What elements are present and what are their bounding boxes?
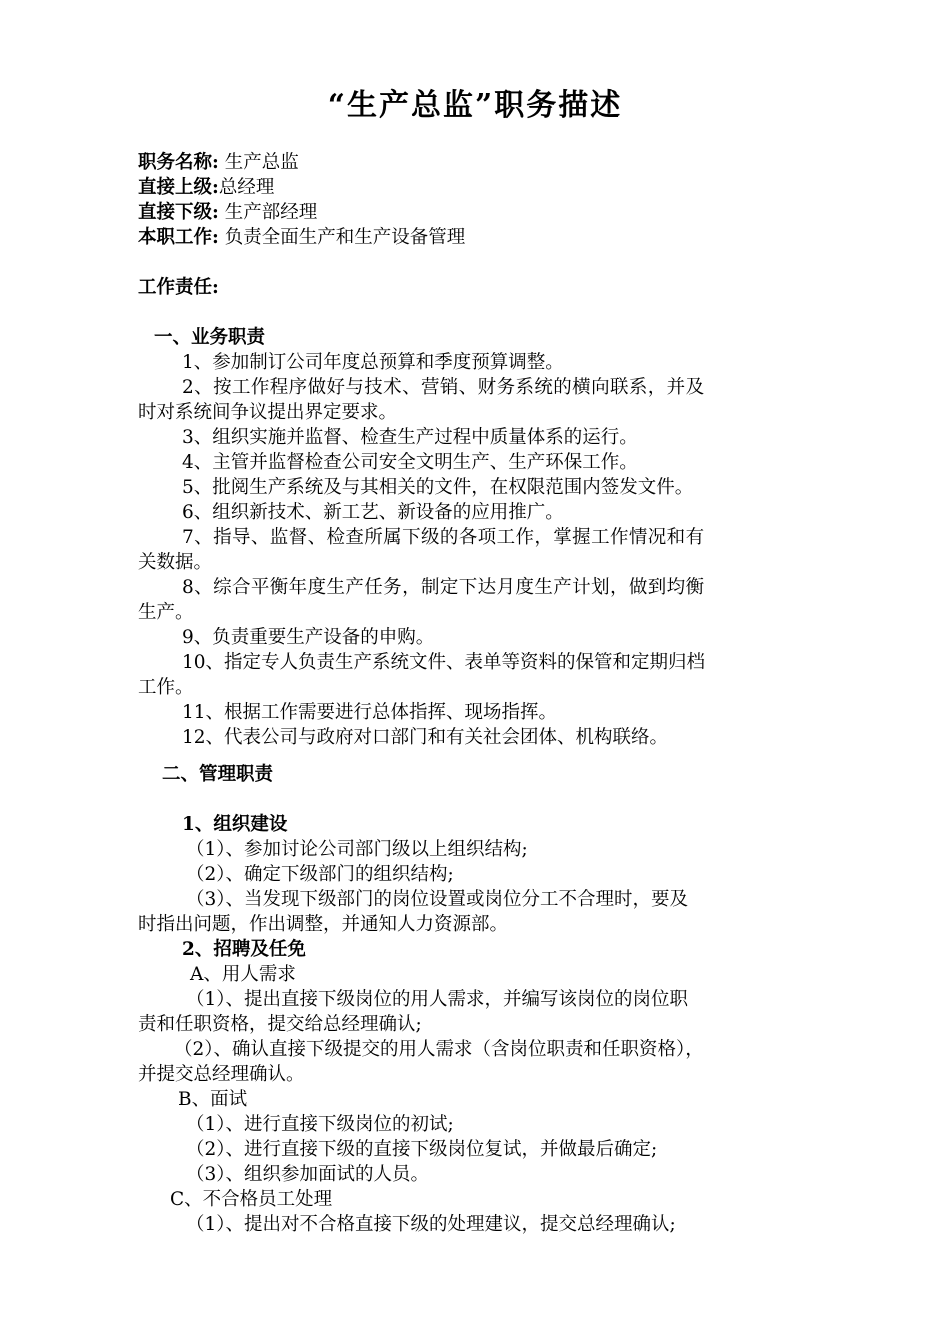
subsection-heading: C、不合格员工处理 [170, 1189, 333, 1210]
list-item: （3）、组织参加面试的人员。 [186, 1164, 430, 1185]
info-row-superior [138, 175, 818, 200]
list-item: 3、组织实施并监督、检查生产过程中质量体系的运行。 [182, 427, 638, 448]
list-item: 8、综合平衡年度生产任务，制定下达月度生产计划，做到均衡 [182, 577, 705, 598]
subordinate-label: 直接下级: [138, 202, 219, 223]
list-item: 5、批阅生产系统及与其相关的文件，在权限范围内签发文件。 [182, 477, 694, 498]
list-item: （1）、提出直接下级岗位的用人需求，并编写该岗位的岗位职 [186, 989, 689, 1010]
subsection-heading: B、面试 [178, 1089, 248, 1110]
superior-value: 总经理 [218, 177, 275, 198]
superior-label: 直接上级: [138, 177, 219, 198]
document-body [138, 150, 818, 1237]
subsection-heading: A、用人需求 [190, 964, 296, 985]
hiring-heading: 2、招聘及任免 [182, 939, 306, 960]
duty-value: 负责全面生产和生产设备管理 [224, 227, 466, 248]
name-value: 生产总监 [224, 152, 299, 173]
list-item: （2）、确定下级部门的组织结构; [186, 864, 454, 885]
list-item: 10、指定专人负责生产系统文件、表单等资料的保管和定期归档 [182, 652, 706, 673]
list-item: 9、负责重要生产设备的申购。 [182, 627, 435, 648]
responsibilities-heading: 工作责任: [138, 277, 219, 298]
subordinate-value: 生产部经理 [224, 202, 318, 223]
list-item: 7、指导、监督、检查所属下级的各项工作，掌握工作情况和有 [182, 527, 705, 548]
list-item: （3）、当发现下级部门的岗位设置或岗位分工不合理时，要及 [186, 889, 689, 910]
list-item: 生产。 [138, 602, 194, 623]
list-item: 并提交总经理确认。 [138, 1064, 305, 1085]
list-item: （1）、提出对不合格直接下级的处理建议，提交总经理确认; [186, 1214, 676, 1235]
list-item: 时指出问题，作出调整，并通知人力资源部。 [138, 914, 509, 935]
list-item: 11、根据工作需要进行总体指挥、现场指挥。 [182, 702, 558, 723]
list-item: 12、代表公司与政府对口部门和有关社会团体、机构联络。 [182, 727, 669, 748]
org-heading: 1、组织建设 [182, 814, 288, 835]
list-item: 责和任职资格，提交给总经理确认; [138, 1014, 422, 1035]
list-item: 2、按工作程序做好与技术、营销、财务系统的横向联系，并及 [182, 377, 705, 398]
list-item: （2）、进行直接下级的直接下级岗位复试，并做最后确定; [186, 1139, 658, 1160]
info-row-subordinate [138, 200, 818, 225]
info-row-duty [138, 225, 818, 250]
list-item: 6、组织新技术、新工艺、新设备的应用推广。 [182, 502, 564, 523]
list-item: 时对系统间争议提出界定要求。 [138, 402, 398, 423]
business-heading: 一、业务职责 [154, 327, 266, 348]
list-item: （2）、确认直接下级提交的用人需求（含岗位职责和任职资格）， [174, 1039, 704, 1060]
duty-label: 本职工作: [138, 227, 219, 248]
list-item: 1、参加制订公司年度总预算和季度预算调整。 [182, 352, 564, 373]
list-item: （1）、参加讨论公司部门级以上组织结构; [186, 839, 528, 860]
list-item: （1）、进行直接下级岗位的初试; [186, 1114, 454, 1135]
page-title: “生产总监”职务描述 [327, 88, 623, 123]
name-label: 职务名称: [138, 152, 219, 173]
management-heading: 二、管理职责 [162, 764, 274, 785]
list-item: 关数据。 [138, 552, 213, 573]
list-item: 4、主管并监督检查公司安全文明生产、生产环保工作。 [182, 452, 638, 473]
list-item: 工作。 [138, 677, 194, 698]
info-row-name [138, 150, 818, 175]
